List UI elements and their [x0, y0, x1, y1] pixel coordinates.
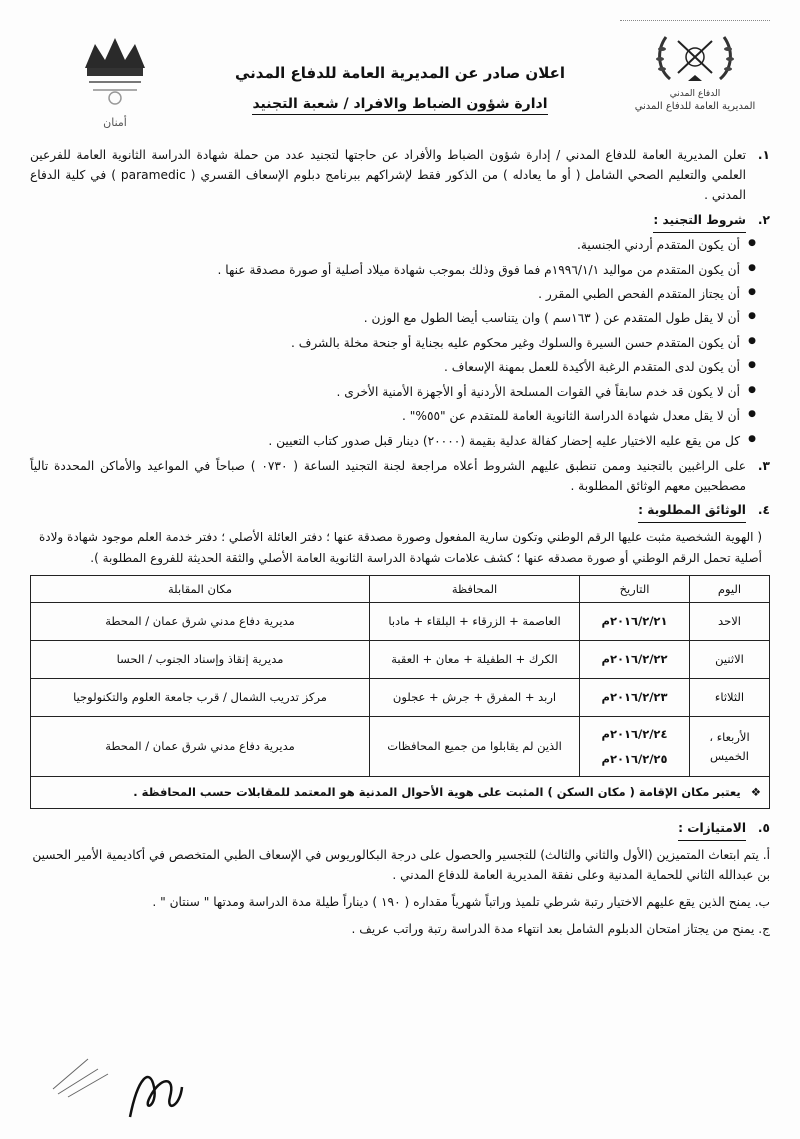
row-place: مديرية دفاع مدني شرق عمان / المحطة: [31, 603, 370, 641]
row-place: مركز تدريب الشمال / قرب جامعة العلوم والتكنولوجيا: [31, 679, 370, 717]
document-body: [30, 146, 770, 946]
condition-item: ● أن يكون المتقدم أردني الجنسية.: [30, 237, 756, 253]
header-place: مكان المقابلة: [31, 575, 370, 603]
section-4: [30, 501, 770, 523]
row-governorate: الكرك + الطفيلة + معان + العقبة: [370, 641, 580, 679]
signature-mark: [120, 1057, 190, 1127]
section-5-number: ٥.: [757, 820, 770, 835]
header-date: التاريخ: [580, 575, 690, 603]
table-row: [31, 641, 770, 679]
emblem-top-rule: [620, 20, 770, 23]
emblem-org-name: المديرية العامة للدفاع المدني: [634, 101, 756, 112]
condition-item: ● أن يكون المتقدم حسن السيرة والسلوك وغير محكوم عليه بجناية أو جنحة مخلة بالشرف .: [30, 335, 756, 351]
row-governorate: الذين لم يقابلوا من جميع المحافظات: [370, 717, 580, 777]
privilege-b: ب. يمنح الذين يقع عليهم الاختيار رتبة شرطي تلميذ وراتباً شهرياً مقداره ( ١٩٠ ) ديناراً طيلة مدة الدراسة ومدتها " سنتان " .: [152, 895, 770, 910]
condition-item: ● أن يكون لدى المتقدم الرغبة الأكيدة للعمل بمهنة الإسعاف .: [30, 359, 756, 375]
section-5-heading: [30, 819, 770, 841]
section-2-number: ٢.: [757, 213, 770, 228]
row-place: مديرية إنقاذ وإسناد الجنوب / الحسا: [31, 641, 370, 679]
section-2-title: شروط التجنيد :: [653, 211, 746, 233]
document-subtitle: [0, 96, 800, 112]
table-note-row: [31, 777, 770, 809]
row-place: مديرية دفاع مدني شرق عمان / المحطة: [31, 717, 370, 777]
row-date: ٢٠١٦/٢/٢١م: [580, 603, 690, 641]
diamond-bullet-icon: ❖: [750, 785, 761, 800]
condition-item: ● أن لا يقل معدل شهادة الدراسة الثانوية العامة للمتقدم عن "٥٥%" .: [30, 408, 756, 424]
condition-item: ● كل من يقع عليه الاختيار عليه إحضار كفالة عدلية بقيمة (٢٠٠٠٠) دينار قبل صدور كتاب التعيين .: [30, 433, 756, 449]
row-date: ٢٠١٦/٢/٢٣م: [580, 679, 690, 717]
section-5: [30, 819, 770, 940]
privilege-c: ج. يمنح من يجتاز امتحان الدبلوم الشامل بعد انتهاء مدة الدراسة رتبة وراتب عريف .: [351, 921, 770, 936]
section-2: [30, 211, 770, 233]
privilege-a: أ. يتم ابتعاث المتميزين (الأول والثاني والثالث) للتجسير والحصول على درجة البكالوريوس في الإسعاف الطبي المتخصص في أكاديمية الأمير الحسين بن عبدالله الثاني للحماية المدنية وعلى نفقة المديرية العامة للدفاع المدني .: [32, 847, 770, 883]
row-governorate: اربد + المفرق + جرش + عجلون: [370, 679, 580, 717]
section-4-title: الوثائق المطلوبة :: [638, 501, 746, 523]
section-3-number: ٣.: [757, 459, 770, 474]
row-governorate: العاصمة + الزرقاء + البلقاء + مادبا: [370, 603, 580, 641]
table-row: [31, 717, 770, 777]
row-day: الأربعاء ، الخميس: [690, 717, 770, 777]
section-4-number: ٤.: [757, 502, 770, 517]
section-3-text: على الراغبين بالتجنيد وممن تنطبق عليهم الشروط أعلاه مراجعة لجنة التجنيد الساعة ( ٠٧٣٠ ) صباحاً في المواعيد والأماكن المحددة تالياً مصطحبين معهم الوثائق المطلوبة .: [30, 459, 746, 494]
section-5-title: الامتيازات :: [678, 819, 746, 841]
table-header-row: [31, 575, 770, 603]
table-note-cell: [31, 777, 770, 809]
document-title: اعلان صادر عن المديرية العامة للدفاع المدني: [235, 64, 565, 82]
row-day: الاثنين: [690, 641, 770, 679]
subtitle-text: ادارة شؤون الضباط والافراد / شعبة التجنيد: [252, 96, 547, 115]
row-day: الاحد: [690, 603, 770, 641]
section-3: [30, 457, 770, 497]
condition-item: ● أن لا يقل طول المتقدم عن ( ١٦٣سم ) وان يتناسب أيضا الطول مع الوزن .: [30, 310, 756, 326]
table-row: [31, 679, 770, 717]
condition-item: ● أن لا يكون قد خدم سابقاً في القوات المسلحة الأردنية أو الأجهزة الأمنية الأخرى .: [30, 384, 756, 400]
header-governorate: المحافظة: [370, 575, 580, 603]
conditions-list: [30, 237, 770, 449]
table-row: [31, 603, 770, 641]
emblem-caption: الدفاع المدني: [669, 89, 721, 99]
row-date: [580, 717, 690, 777]
section-1-number: ١.: [757, 148, 770, 162]
row-date-2: ٢٠١٦/٢/٢٥م: [601, 751, 668, 766]
crown-caption: أمنان: [103, 116, 127, 129]
section-1-text: تعلن المديرية العامة للدفاع المدني / إدارة شؤون الضباط والأفراد عن حاجتها لتجنيد عدد من حملة شهادة الدراسة الثانوية العامة للفرعين العلمي والتعليم الصحي الشامل ( أو ما يعادله ) من الذكور فقط لإشراكهم ببرنامج دبلوم الإسعاف القسري ( paramedic ) في كلية الدفاع المدني .: [30, 148, 746, 202]
row-date-1: ٢٠١٦/٢/٢٤م: [601, 727, 668, 742]
condition-item: ● أن يجتاز المتقدم الفحص الطبي المقرر .: [30, 286, 756, 302]
handwritten-scribble: [48, 1049, 118, 1099]
condition-item: ● أن يكون المتقدم من مواليد ١٩٩٦/١/١م فما فوق وذلك بموجب شهادة ميلاد أصلية أو صورة مصدقة عنها .: [30, 262, 756, 278]
required-documents: ( الهوية الشخصية مثبت عليها الرقم الوطني وتكون سارية المفعول وصورة مصدقة عنها ؛ دفتر العائلة الأصلي ؛ دفتر خدمة العلم موجود شهادة ولادة أصلية تحمل الرقم الوطني أو صورة مصدقه عنها ؛ كشف علامات شهادة الدراسة الثانوية العامة الأصلي والثقة الحديثة للفروع المطلوبة ).: [38, 529, 762, 565]
interview-schedule-table: [30, 575, 770, 809]
section-1: [30, 146, 770, 205]
table-note: يعتبر مكان الإقامة ( مكان السكن ) المثبت على هوية الأحوال المدنية هو المعتمد للمقابلات حسب المحافظة .: [133, 785, 741, 800]
row-day: الثلاثاء: [690, 679, 770, 717]
row-date: ٢٠١٦/٢/٢٢م: [580, 641, 690, 679]
header-day: اليوم: [690, 575, 770, 603]
